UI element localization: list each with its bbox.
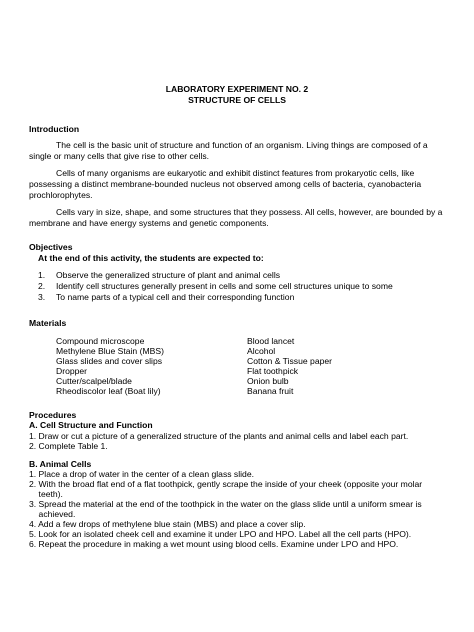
material-item: Dropper bbox=[56, 366, 88, 376]
objective-number: 2. bbox=[38, 281, 46, 291]
objective-item: Identify cell structures generally present in cells and some cell structures unique to some bbox=[56, 281, 393, 291]
material-item: Methylene Blue Stain (MBS) bbox=[56, 346, 164, 356]
introduction-heading: Introduction bbox=[29, 124, 80, 134]
procedure-step: 2. With the broad flat end of a flat toothpick, gently scrape the inside of your cheek (opposite your molar bbox=[29, 479, 423, 489]
intro-paragraph-3: Cells vary in size, shape, and some structures that they possess. All cells, however, are bounded by a membrane and have energy systems and genetic components. bbox=[29, 207, 443, 228]
objective-number: 1. bbox=[38, 270, 46, 280]
procedure-step: 1. Place a drop of water in the center of a clean glass slide. bbox=[29, 469, 254, 479]
procedure-step: 4. Add a few drops of methylene blue stain (MBS) and place a cover slip. bbox=[29, 519, 306, 529]
procedure-step: 3. Spread the material at the end of the toothpick in the water on the glass slide until a uniform smear is bbox=[29, 499, 422, 509]
procedures-heading: Procedures bbox=[29, 410, 77, 420]
section-a-heading: A. Cell Structure and Function bbox=[29, 420, 153, 430]
title-line-2: STRUCTURE OF CELLS bbox=[188, 95, 286, 105]
material-item: Rheodiscolor leaf (Boat lily) bbox=[56, 386, 161, 396]
objective-item: Observe the generalized structure of plant and animal cells bbox=[56, 270, 281, 280]
material-item: Glass slides and cover slips bbox=[56, 356, 163, 366]
title-line-1: LABORATORY EXPERIMENT NO. 2 bbox=[165, 84, 309, 94]
intro-paragraph-1: The cell is the basic unit of structure and function of an organism. Living things are composed of a single or many cells that give rise to other cells. bbox=[29, 140, 428, 161]
intro-paragraph-2: Cells of many organisms are eukaryotic and exhibit distinct features from prokaryotic cells, like possessing a distinct membrane-bounded nucleus not observed among cells of bacteria, cyanobacteria prochlorophytes. bbox=[29, 168, 422, 200]
materials-heading: Materials bbox=[29, 318, 67, 328]
procedure-step-continued: teeth). bbox=[29, 489, 63, 499]
material-item: Blood lancet bbox=[247, 336, 295, 346]
procedure-step: 1. Draw or cut a picture of a generalized structure of the plants and animal cells and label each part. bbox=[29, 431, 409, 441]
objective-number: 3. bbox=[38, 292, 46, 302]
section-b-heading: B. Animal Cells bbox=[29, 459, 92, 469]
procedure-step: 2. Complete Table 1. bbox=[29, 441, 108, 451]
material-item: Compound microscope bbox=[56, 336, 145, 346]
material-item: Cutter/scalpel/blade bbox=[56, 376, 132, 386]
procedure-step-continued: achieved. bbox=[29, 509, 76, 519]
material-item: Flat toothpick bbox=[247, 366, 299, 376]
material-item: Onion bulb bbox=[247, 376, 289, 386]
material-item: Cotton & Tissue paper bbox=[247, 356, 333, 366]
material-item: Banana fruit bbox=[247, 386, 294, 396]
objective-item: To name parts of a typical cell and their corresponding function bbox=[56, 292, 295, 302]
procedure-step: 6. Repeat the procedure in making a wet mount using blood cells. Examine under LPO and HPO. bbox=[29, 539, 399, 549]
procedure-step: 5. Look for an isolated cheek cell and examine it under LPO and HPO. Label all the cell parts (HPO). bbox=[29, 529, 412, 539]
material-item: Alcohol bbox=[247, 346, 276, 356]
objectives-lead: At the end of this activity, the students are expected to: bbox=[38, 253, 264, 263]
objectives-heading: Objectives bbox=[29, 242, 73, 252]
